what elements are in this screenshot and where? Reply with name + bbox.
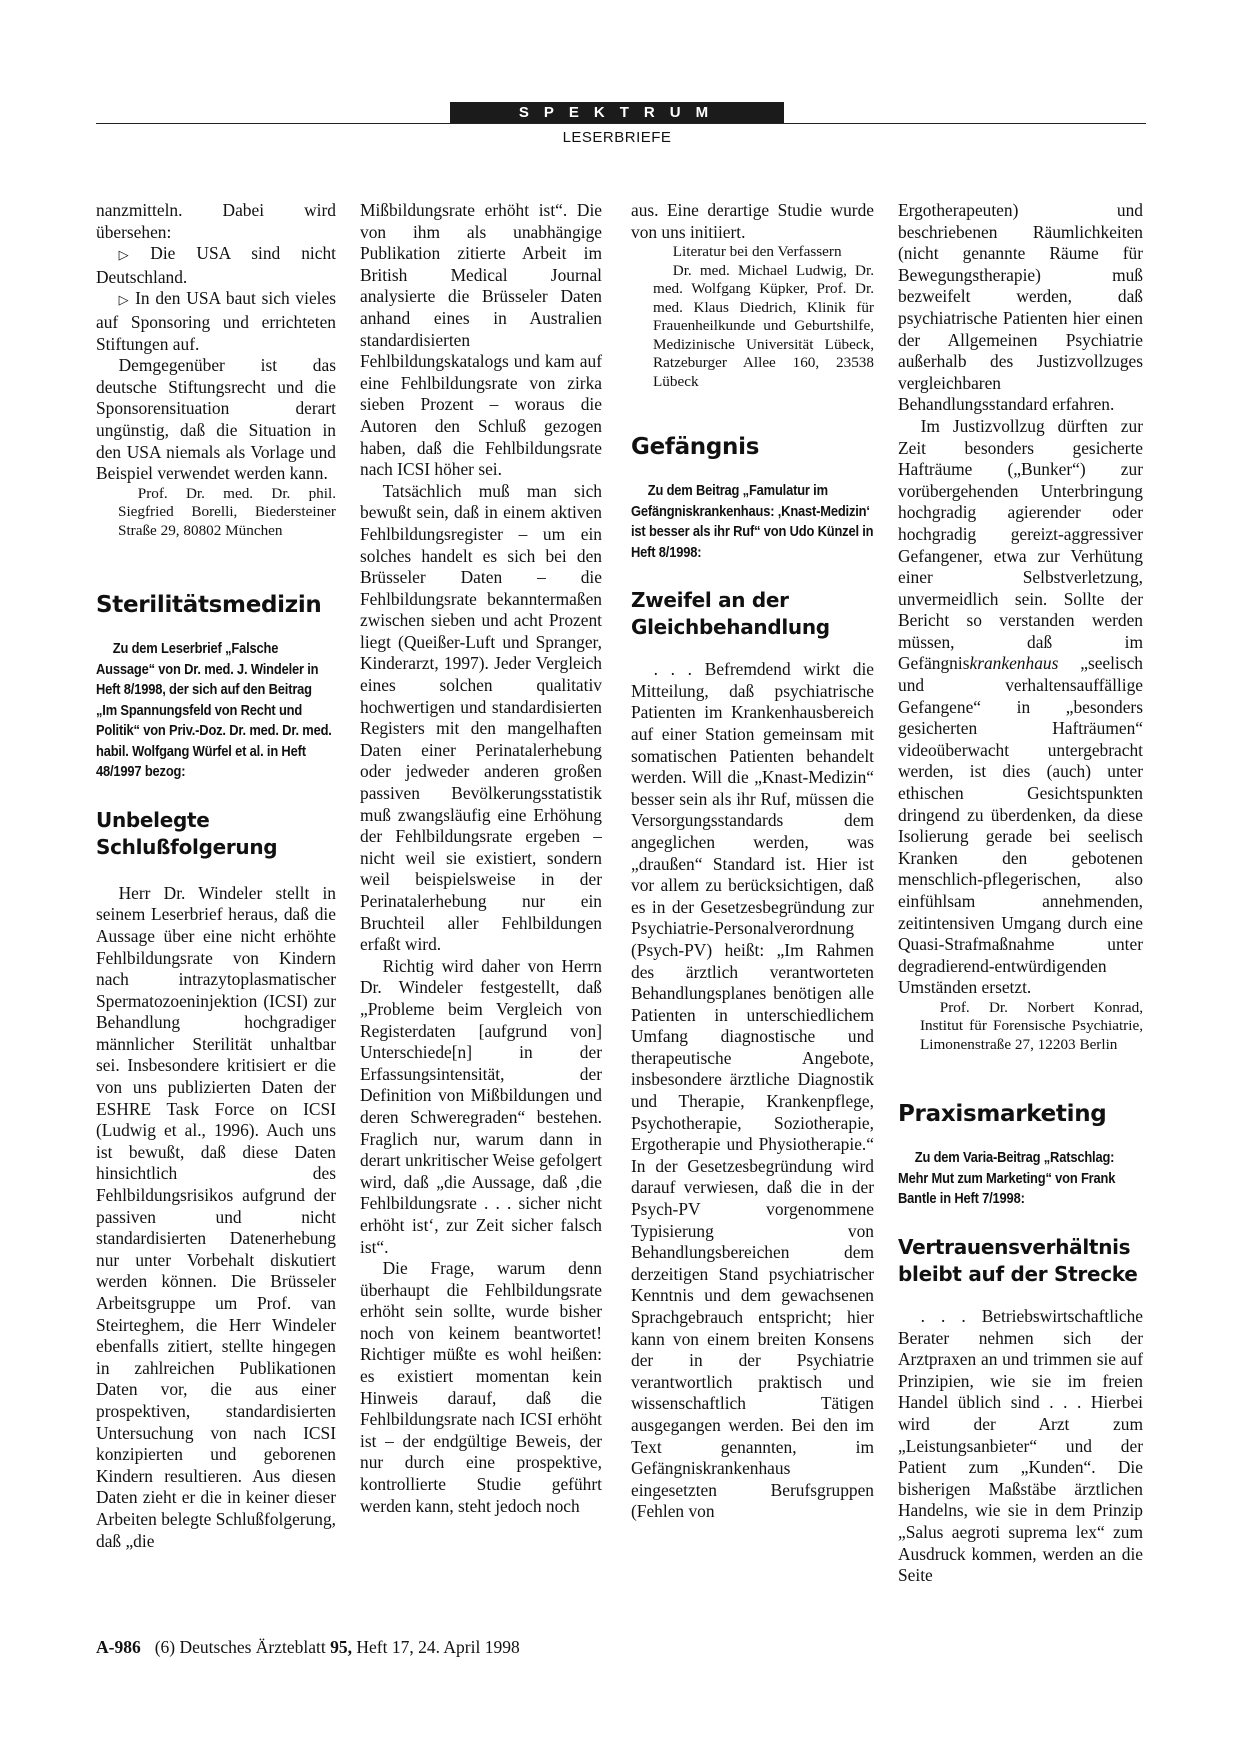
paragraph: Mißbildungsrate erhöht ist“. Die von ihm als unabhängige Publikation zitierte Arbeit im British Medical Journal analysierte die Brüsseler Daten anhand eines in Australien standardisierten Fehlbildungskatalogs und kam auf eine Fehlbildungsrate von zirka sieben Prozent – woraus die Autoren den Schluß gezogen haben, daß die Fehlbildungsrate nach ICSI höher sei. (360, 200, 602, 480)
paragraph: nanzmitteln. Dabei wird übersehen: (96, 200, 336, 242)
rubric-heading: Sterilitätsmedizin (96, 592, 322, 619)
paragraph: Die Frage, warum denn überhaupt die Fehlbildungsrate erhöht sein sollte, wurde bisher noch von keinem beantwortet! Richtiger müßte es wohl heißen: es existiert momentan kein Hinweis darauf, daß die Fehlbildungsrate nach ICSI erhöht ist – der endgültige Beweis, der nur durch eine prospektive, kontrollierte Studie geführt werden kann, steht jedoch noch (360, 1258, 602, 1516)
paragraph: Herr Dr. Windeler stellt in seinem Leserbrief heraus, daß die Aussage über eine nicht erhöhte Fehlbildungsrate von Kindern nach intrazytoplasmatischer Spermatozoeninjektion (ICSI) zur Behandlung hochgradiger männlicher Sterilität unhaltbar sei. Insbesondere kritisiert er die von uns publizierten Daten der ESHRE Task Force on ICSI (Ludwig et al., 1996). Auch uns ist bewußt, daß diese Daten hinsichtlich des Fehlbildungsrisikos aufgrund der passiven und nicht standardisierten Datenerhebung nur unter Vorbehalt diskutiert werden können. Die Brüsseler Arbeitsgruppe um Prof. van Steirteghem, die Herr Windeler ebenfalls zitiert, stellte hingegen in zahlreichen Publikationen Daten vor, die aus einer prospektiven, standardisierten Untersuchung von nach ICSI konzipierten und geborenen Kindern resultieren. Aus diesen Daten zieht er die in keiner dieser Arbeiten belegte Schlußfolgerung, daß „die (96, 882, 337, 1551)
paragraph: aus. Eine derartige Studie wurde von uns initiiert. (631, 200, 874, 242)
column-4 (898, 200, 1143, 1587)
paragraph: Ergotherapeuten) und beschriebenen Räumlichkeiten (nicht genannte Räume für Bewegungstherapie) muß bezweifelt werden, daß psychiatrische Patienten hier einen der Allgemeinen Psychiatrie außerhalb des Justizvollzuges vergleichbaren Behandlungsstandard erfahren. (898, 200, 1143, 415)
bullet-item: ▷ In den USA baut sich vieles auf Sponsoring und errichteten Stiftungen auf. (96, 288, 336, 354)
author-signature: Prof. Dr. med. Dr. phil. Siegfried Borelli, Biedersteiner Straße 29, 80802 München (118, 484, 336, 539)
bullet-item: ▷ Die USA sind nicht Deutschland. (96, 243, 337, 287)
section-subheader-leserbriefe: LESERBRIEFE (562, 129, 672, 146)
letter-title: Unbelegte Schlußfolgerung (96, 807, 278, 859)
paragraph: . . . Befremdend wirkt die Mitteilung, daß psychiatrische Patienten im Krankenhausbereich auf einer Station gemeinsam mit somatischen Patienten behandelt werden. Will die „Knast-Medizin“ besser sein als ihr Ruf, müssen die Versorgungsstandards dem angeglichen werden, was „draußen“ Standard ist. Hier ist vor allem zu berücksichtigen, daß es in der Gesetzesbegründung zur Psychiatrie-Personalverordnung (Psych-PV) heißt: „Im Rahmen des ärztlich verantworteten Behandlungsplanes benötigen alle Patienten in unterschiedlichem Umfang diagnostische und therapeutische Angebote, insbesondere ärztliche Diagnostik und Therapie, Krankenpflege, Psychotherapie, Soziotherapie, Ergotherapie und Physiotherapie.“ In der Gesetzesbegründung wird darauf verwiesen, daß die in der Psych-PV vorgenommene Typisierung von Behandlungsbereichen dem derzeitigen Stand psychiatrischer Kenntnis und dem gewachsenen Sprachgebrauch entspricht; hier kann von einem breiten Konsens der in der Psychiatrie verantwortlich praktisch und wissenschaftlich Tätigen ausgegangen werden. Bei den im Text genannten, im Gefängniskrankenhaus eingesetzten Berufsgruppen (Fehlen von (631, 659, 874, 1522)
paragraph: Im Justizvollzug dürften zur Zeit besonders gesicherte Hafträume („Bunker“) zur vorübergehenden Unterbringung hochgradig agierender oder hochgradig gereizt-aggressiver Gefangener, etwa zur Verhütung einer Selbstverletzung, unvermeidlich sein. Sollte der Bericht so verstanden werden müssen, daß im Gefängniskrankenhaus „seelisch und verhaltensauffällige Gefangene“ in „besonders gesicherten Hafträumen“ videoüberwacht untergebracht werden, ist dies (auch) unter ethischen Gesichtspunkten dringend zu überdenken, da diese Isolierung gerade bei seelisch Kranken den gebotenen menschlich-pflegerischen, also einfühlsam annehmenden, zeitintensiven Umgang durch eine Quasi-Strafmaßnahme unter degradierend-entwürdigenden Umständen ersetzt. (898, 415, 1143, 998)
literature-note: Literatur bei den Verfassern (672, 243, 842, 261)
triangle-bullet-icon: ▷ (118, 293, 131, 309)
letter-intro: Zu dem Varia-Beitrag „Ratschlag: Mehr Mut zum Marketing“ von Frank Bantle in Heft 7/1998: (898, 1149, 1116, 1208)
letter-intro: Zu dem Beitrag „Famulatur im Gefängniskrankenhaus: ‚Knast-Medizin‘ ist besser als ihr Ruf“ von Udo Künzel in Heft 8/1998: (631, 482, 874, 561)
author-signature: Prof. Dr. Norbert Konrad, Institut für Forensische Psychiatrie, Limonenstraße 27, 12203 Berlin (920, 998, 1143, 1053)
rubric-heading: Gefängnis (631, 434, 760, 461)
issue-date: Heft 17, 24. April 1998 (352, 1637, 520, 1657)
header-rule (96, 123, 1146, 124)
letter-title: Zweifel an der Gleichbehandlung (631, 588, 830, 640)
letter-title: Vertrauensverhältnis bleibt auf der Strecke (898, 1234, 1138, 1286)
paragraph: Tatsächlich muß man sich bewußt sein, daß in einem aktiven Fehlbildungsregister – um ein solches handelt es sich bei den Brüsseler Daten – die Fehlbildungsrate bekanntermaßen zwischen sieben und acht Prozent liegt (Queißer-Luft und Spranger, Kinderarzt, 1997). Jeder Vergleich eines solchen qualitativ hochwertigen und standardisierten Registers mit den mangelhaften Daten einer Perinatalerhebung oder jedweder anderen großen passiven Bevölkerungsstatistik muß zwangsläufig eine Erhöhung der Fehlbildungsrate ergeben – nicht weil sie existiert, sondern weil beispielsweise in der Perinatalerhebung nur ein Bruchteil aller Fehlbildungen erfaßt wird. (360, 480, 602, 955)
column-2 (360, 200, 602, 1517)
author-signature: Dr. med. Michael Ludwig, Dr. med. Wolfgang Küpker, Prof. Dr. med. Klaus Diedrich, Klinik für Frauenheilkunde und Geburtshilfe, Medizinische Universität Lübeck, Ratzeburger Allee 160, 23538 Lübeck (653, 261, 874, 390)
rubric-heading: Praxismarketing (898, 1101, 1107, 1128)
paragraph: Richtig wird daher von Herrn Dr. Windeler festgestellt, daß „Probleme beim Vergleich von Registerdaten [aufgrund von] Unterschiede[n] in der Erfassungsintensität, der Definition von Mißbildungen und deren Schweregraden“ bestehen. Fraglich nur, warum dann in derart unkritischer Weise gefolgert wird, daß „die Aussage, daß ‚die Fehlbildungsrate . . . sicher nicht erhöht ist‘, zur Zeit sicher falsch ist“. (360, 955, 602, 1257)
page-footer (96, 1637, 520, 1658)
letter-intro: Zu dem Leserbrief „Falsche Aussage“ von Dr. med. J. Windeler in Heft 8/1998, der sich auf den Beitrag „Im Spannungsfeld von Recht und Politik“ von Priv.-Doz. Dr. med. Dr. med. habil. Wolfgang Würfel et al. in Heft 48/1997 bezog: (96, 640, 332, 781)
paragraph: . . . Betriebswirtschaftliche Berater nehmen sich der Arztpraxen an und trimmen sie auf Prinzipien, wie sie im freien Handel üblich sind . . . Hierbei wird der Arzt zum „Leistungsanbieter“ und der Patient zum „Kunden“. Die bisherigen Maßstäbe ärztlichen Handelns, wie sie in dem Prinzip „Salus aegroti suprema lex“ zum Ausdruck kommen, werden an die Seite (898, 1305, 1143, 1586)
triangle-bullet-icon: ▷ (118, 248, 146, 264)
column-3 (631, 200, 874, 1523)
journal-citation: (6) Deutsches Ärzteblatt (154, 1637, 331, 1657)
paragraph: Demgegenüber ist das deutsche Stiftungsrecht und die Sponsorensituation derart ungünstig, daß die Situation in den USA niemals als Vorlage und Beispiel verwendet werden kann. (96, 355, 336, 484)
page-number: A-986 (96, 1637, 141, 1657)
column-1 (96, 200, 336, 1552)
section-header-spektrum: SPEKTRUM (450, 102, 784, 124)
emphasized-word: krankenhaus (969, 653, 1059, 674)
journal-volume: 95, (330, 1637, 353, 1657)
